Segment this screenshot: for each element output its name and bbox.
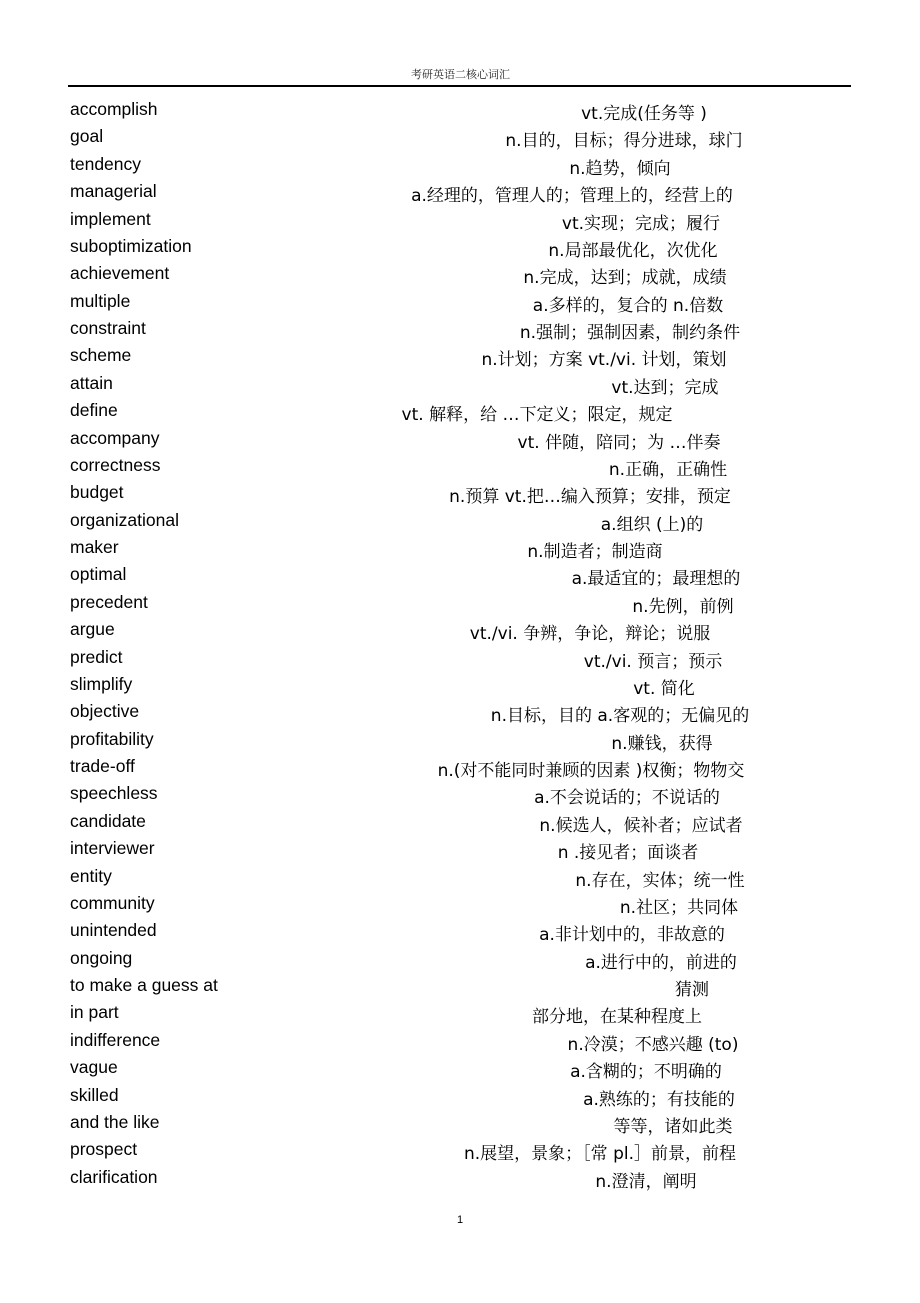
english-term: unintended (70, 920, 157, 941)
english-term: organizational (70, 509, 179, 530)
chinese-definition: vt. 解释，给 …下定义；限定，规定 (401, 405, 673, 426)
chinese-definition: vt./vi. 争辨，争论，辩论；说服 (469, 624, 711, 645)
chinese-definition: vt. 伴随，陪同；为 …伴奏 (517, 432, 721, 453)
english-term: in part (70, 1002, 119, 1023)
list-item (0, 205, 920, 232)
english-term: attain (70, 372, 113, 393)
list-item (0, 177, 920, 207)
chinese-definition: n.完成，达到；成就，成绩 (523, 268, 727, 289)
chinese-definition: 部分地，在某种程度上 (532, 1007, 702, 1028)
list-item (0, 1053, 920, 1083)
english-term: implement (70, 208, 151, 229)
english-term: predict (70, 646, 123, 667)
chinese-definition: n .接见者；面谈者 (557, 843, 699, 864)
header-rule (68, 85, 851, 87)
list-item (0, 643, 920, 670)
list-item (0, 725, 920, 752)
english-term: goal (70, 126, 104, 147)
list-item (0, 1081, 920, 1108)
english-term: vague (70, 1057, 118, 1078)
list-item (0, 998, 920, 1028)
chinese-definition: a.不会说话的；不说话的 (534, 788, 720, 809)
english-term: clarification (70, 1166, 158, 1187)
vocabulary-list (0, 95, 920, 1190)
chinese-definition: n.强制；强制因素，制约条件 (519, 323, 741, 343)
chinese-definition: a.最适宜的；最理想的 (571, 569, 741, 590)
chinese-definition: vt.完成(任务等 ) (581, 104, 707, 124)
list-item (0, 506, 920, 533)
english-term: indifference (70, 1029, 161, 1050)
chinese-definition: n.趋势，倾向 (569, 158, 671, 179)
english-term: and the like (70, 1111, 160, 1132)
chinese-definition: n.展望，景象；［常 pl.］前景，前程 (464, 1144, 736, 1165)
english-term: achievement (70, 263, 170, 284)
list-item (0, 862, 920, 889)
list-item (0, 779, 920, 809)
page-header-title: 考研英语二核心词汇 (411, 68, 510, 81)
list-item (0, 588, 920, 615)
english-term: prospect (70, 1139, 138, 1160)
list-item (0, 478, 920, 508)
english-term: precedent (70, 591, 148, 612)
english-term: optimal (70, 564, 127, 585)
list-item (0, 533, 920, 560)
list-item (0, 396, 920, 426)
list-item (0, 697, 920, 727)
chinese-definition: n.目的，目标；得分进球，球门 (505, 131, 743, 152)
list-item (0, 889, 920, 916)
chinese-definition: n.正确，正确性 (608, 459, 728, 480)
list-item (0, 560, 920, 590)
list-item (0, 314, 920, 341)
english-term: skilled (70, 1084, 119, 1105)
chinese-definition: a.含糊的；不明确的 (570, 1062, 722, 1083)
list-item (0, 944, 920, 971)
page-number: 1 (456, 1214, 464, 1226)
list-item (0, 451, 920, 478)
list-item (0, 807, 920, 834)
english-term: multiple (70, 290, 131, 311)
chinese-definition: n.计划；方案 vt./vi. 计划，策划 (481, 350, 727, 371)
chinese-definition: a.非计划中的，非故意的 (539, 925, 725, 946)
list-item (0, 369, 920, 396)
chinese-definition: a.熟练的；有技能的 (583, 1089, 735, 1110)
english-term: budget (70, 482, 124, 503)
chinese-definition: vt./vi. 预言；预示 (583, 651, 723, 672)
english-term: argue (70, 619, 115, 640)
chinese-definition: a.组织 (上)的 (600, 514, 704, 535)
chinese-definition: n.局部最优化，次优化 (548, 240, 718, 261)
list-item (0, 122, 920, 152)
english-term: community (70, 892, 155, 913)
list-item (0, 232, 920, 259)
english-term: objective (70, 701, 140, 722)
list-item (0, 95, 920, 122)
chinese-definition: n.冷漠；不感兴趣 (to) (567, 1034, 739, 1055)
chinese-definition: n.先例，前例 (632, 596, 734, 617)
list-item (0, 670, 920, 697)
chinese-definition: n.(对不能同时兼顾的因素 )权衡；物物交 (437, 761, 745, 781)
list-item (0, 287, 920, 314)
english-term: managerial (70, 181, 157, 202)
english-term: to make a guess at (70, 975, 218, 995)
chinese-definition: a.进行中的，前进的 (585, 952, 737, 973)
chinese-definition: vt.实现；完成；履行 (561, 213, 721, 234)
english-term: candidate (70, 810, 146, 831)
list-item (0, 341, 920, 371)
list-item (0, 971, 920, 998)
chinese-definition: vt.达到；完成 (611, 377, 719, 398)
english-term: constraint (70, 318, 146, 338)
list-item (0, 615, 920, 645)
list-item (0, 916, 920, 946)
english-term: accompany (70, 427, 160, 448)
chinese-definition: 等等，诸如此类 (613, 1116, 733, 1137)
english-term: ongoing (70, 947, 133, 968)
list-item (0, 834, 920, 864)
chinese-definition: n.社区；共同体 (619, 897, 739, 918)
english-term: trade-off (70, 756, 135, 776)
chinese-definition: 猜测 (675, 980, 709, 1000)
list-item (0, 1108, 920, 1135)
english-term: entity (70, 865, 112, 886)
chinese-definition: n.候选人，候补者；应试者 (539, 815, 743, 836)
chinese-definition: a.多样的，复合的 n.倍数 (532, 295, 724, 316)
chinese-definition: n.存在，实体；统一性 (575, 870, 745, 891)
chinese-definition: n.目标，目的 a.客观的；无偏见的 (490, 706, 750, 727)
english-term: define (70, 400, 118, 421)
english-term: speechless (70, 783, 158, 804)
chinese-definition: n.预算 vt.把…编入预算；安排，预定 (449, 487, 731, 508)
list-item (0, 1135, 920, 1165)
chinese-definition: a.经理的，管理人的；管理上的，经营上的 (411, 186, 733, 207)
english-term: correctness (70, 454, 161, 475)
chinese-definition: vt. 简化 (633, 678, 695, 699)
list-item (0, 424, 920, 451)
list-item (0, 752, 920, 779)
list-item (0, 1026, 920, 1053)
english-term: suboptimization (70, 235, 192, 256)
english-term: tendency (70, 153, 142, 174)
chinese-definition: n.赚钱，获得 (611, 733, 713, 754)
list-item (0, 1163, 920, 1190)
chinese-definition: n.澄清，阐明 (595, 1171, 697, 1192)
chinese-definition: n.制造者；制造商 (527, 542, 663, 562)
english-term: scheme (70, 345, 132, 366)
list-item (0, 150, 920, 177)
english-term: interviewer (70, 838, 155, 859)
english-term: slimplify (70, 673, 133, 694)
english-term: profitability (70, 728, 154, 749)
english-term: maker (70, 537, 119, 557)
list-item (0, 259, 920, 289)
english-term: accomplish (70, 99, 158, 119)
